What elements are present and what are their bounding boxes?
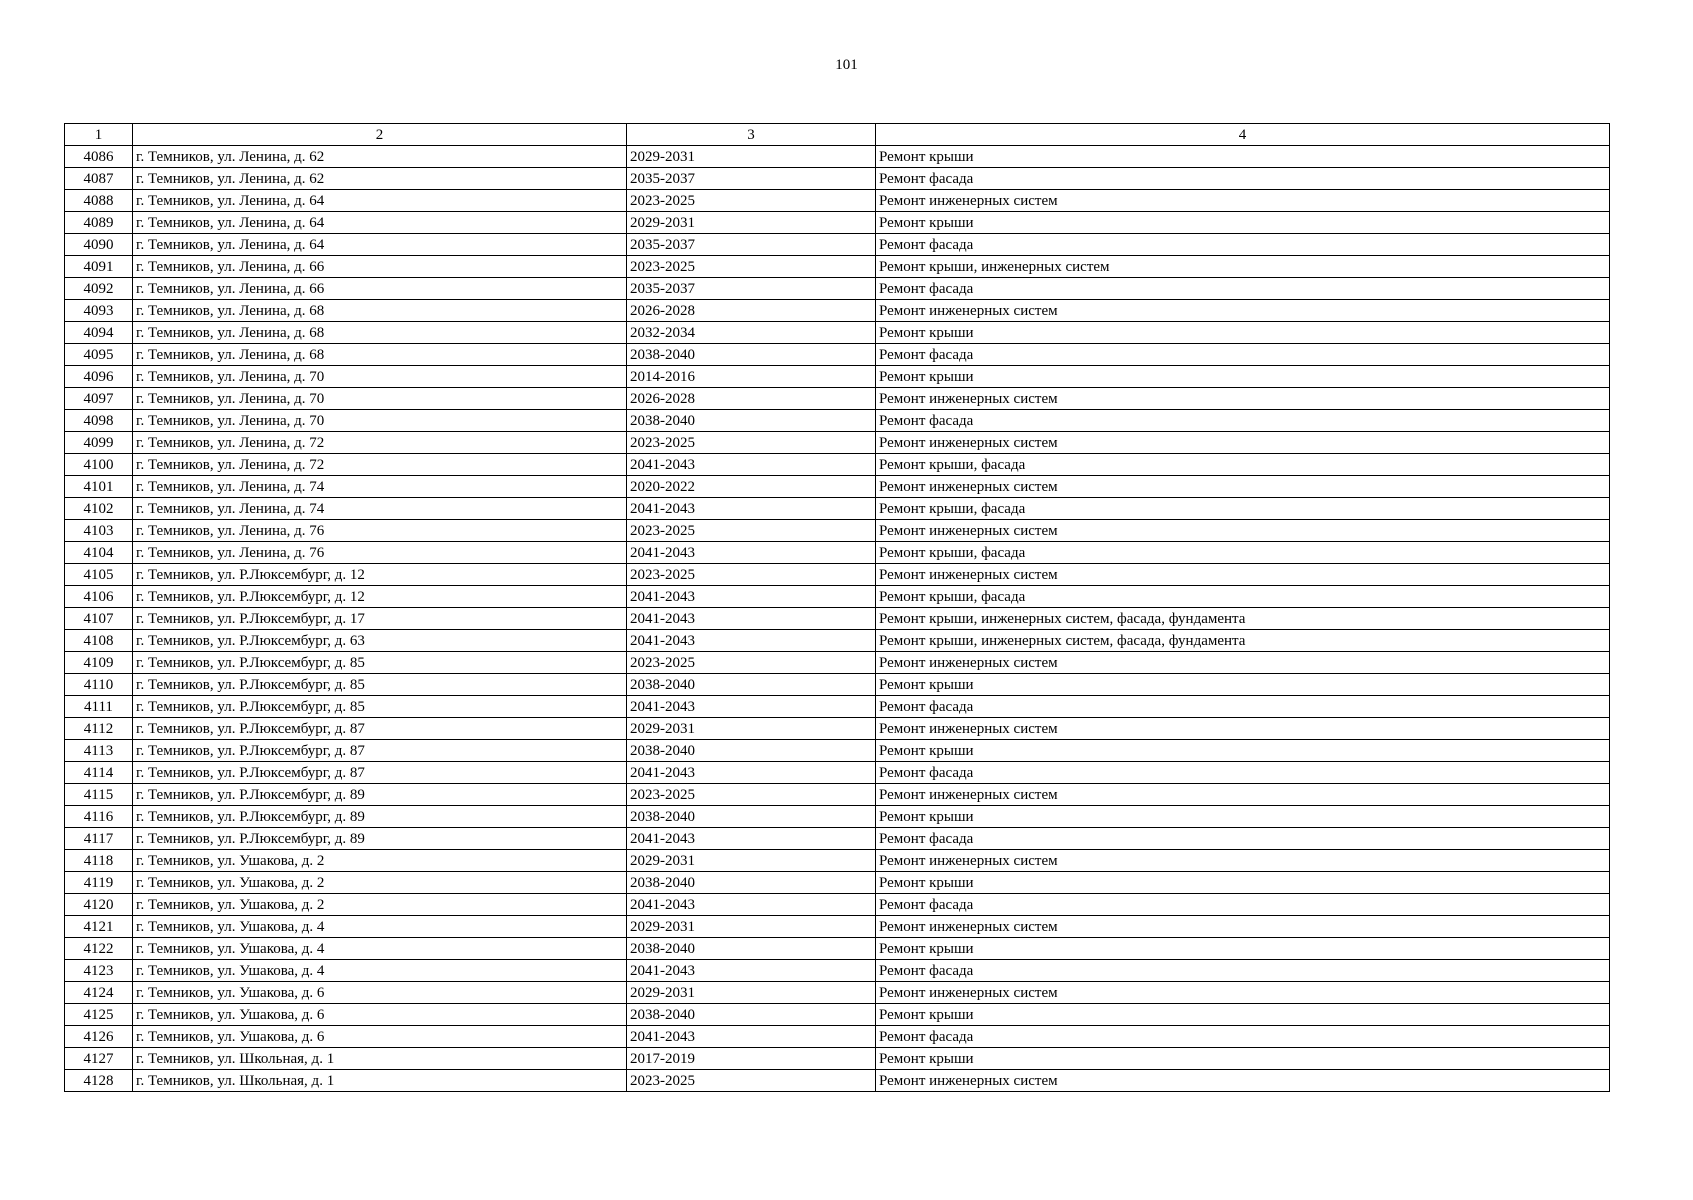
table-row	[65, 1048, 1610, 1070]
period-cell: 2035-2037	[627, 278, 876, 300]
period-cell: 2041-2043	[627, 960, 876, 982]
row-number-cell: 4101	[65, 476, 133, 498]
work-type-cell: Ремонт инженерных систем	[876, 564, 1610, 586]
work-type-cell: Ремонт фасада	[876, 1026, 1610, 1048]
row-number-cell: 4114	[65, 762, 133, 784]
work-type-cell: Ремонт крыши	[876, 938, 1610, 960]
table-row	[65, 410, 1610, 432]
period-cell: 2023-2025	[627, 652, 876, 674]
work-type-cell: Ремонт инженерных систем	[876, 1070, 1610, 1092]
work-type-cell: Ремонт крыши, фасада	[876, 454, 1610, 476]
table-row	[65, 630, 1610, 652]
work-type-cell: Ремонт фасада	[876, 168, 1610, 190]
period-cell: 2038-2040	[627, 806, 876, 828]
row-number-cell: 4091	[65, 256, 133, 278]
period-cell: 2029-2031	[627, 146, 876, 168]
table-row	[65, 652, 1610, 674]
row-number-cell: 4095	[65, 344, 133, 366]
table-row	[65, 344, 1610, 366]
row-number-cell: 4096	[65, 366, 133, 388]
table-row	[65, 388, 1610, 410]
header-col-3: 3	[627, 124, 876, 146]
period-cell: 2023-2025	[627, 1070, 876, 1092]
table-row	[65, 938, 1610, 960]
work-type-cell: Ремонт инженерных систем	[876, 388, 1610, 410]
row-number-cell: 4112	[65, 718, 133, 740]
address-cell: г. Темников, ул. Р.Люксембург, д. 85	[133, 652, 627, 674]
table-row	[65, 168, 1610, 190]
row-number-cell: 4092	[65, 278, 133, 300]
period-cell: 2041-2043	[627, 608, 876, 630]
address-cell: г. Темников, ул. Ленина, д. 72	[133, 432, 627, 454]
row-number-cell: 4120	[65, 894, 133, 916]
row-number-cell: 4099	[65, 432, 133, 454]
work-type-cell: Ремонт крыши	[876, 1004, 1610, 1026]
row-number-cell: 4100	[65, 454, 133, 476]
address-cell: г. Темников, ул. Р.Люксембург, д. 85	[133, 696, 627, 718]
work-type-cell: Ремонт фасада	[876, 960, 1610, 982]
work-type-cell: Ремонт фасада	[876, 894, 1610, 916]
period-cell: 2035-2037	[627, 234, 876, 256]
address-cell: г. Темников, ул. Ушакова, д. 2	[133, 894, 627, 916]
table-row	[65, 718, 1610, 740]
work-type-cell: Ремонт крыши, инженерных систем	[876, 256, 1610, 278]
work-type-cell: Ремонт фасада	[876, 696, 1610, 718]
period-cell: 2041-2043	[627, 630, 876, 652]
row-number-cell: 4098	[65, 410, 133, 432]
address-cell: г. Темников, ул. Ленина, д. 70	[133, 410, 627, 432]
address-cell: г. Темников, ул. Ленина, д. 76	[133, 542, 627, 564]
header-col-1: 1	[65, 124, 133, 146]
period-cell: 2020-2022	[627, 476, 876, 498]
row-number-cell: 4113	[65, 740, 133, 762]
table-row	[65, 894, 1610, 916]
header-col-2: 2	[133, 124, 627, 146]
table-row	[65, 542, 1610, 564]
work-type-cell: Ремонт крыши, фасада	[876, 498, 1610, 520]
address-cell: г. Темников, ул. Ленина, д. 62	[133, 168, 627, 190]
address-cell: г. Темников, ул. Р.Люксембург, д. 89	[133, 828, 627, 850]
period-cell: 2041-2043	[627, 1026, 876, 1048]
row-number-cell: 4089	[65, 212, 133, 234]
work-type-cell: Ремонт крыши	[876, 872, 1610, 894]
row-number-cell: 4086	[65, 146, 133, 168]
period-cell: 2041-2043	[627, 498, 876, 520]
work-type-cell: Ремонт инженерных систем	[876, 916, 1610, 938]
address-cell: г. Темников, ул. Ленина, д. 74	[133, 498, 627, 520]
row-number-cell: 4093	[65, 300, 133, 322]
period-cell: 2017-2019	[627, 1048, 876, 1070]
table-row	[65, 806, 1610, 828]
table-row	[65, 762, 1610, 784]
period-cell: 2038-2040	[627, 674, 876, 696]
address-cell: г. Темников, ул. Ленина, д. 76	[133, 520, 627, 542]
table-row	[65, 608, 1610, 630]
period-cell: 2029-2031	[627, 916, 876, 938]
work-type-cell: Ремонт инженерных систем	[876, 652, 1610, 674]
period-cell: 2026-2028	[627, 388, 876, 410]
period-cell: 2038-2040	[627, 938, 876, 960]
table-row	[65, 520, 1610, 542]
address-cell: г. Темников, ул. Р.Люксембург, д. 87	[133, 740, 627, 762]
row-number-cell: 4121	[65, 916, 133, 938]
work-type-cell: Ремонт крыши	[876, 740, 1610, 762]
work-type-cell: Ремонт крыши	[876, 674, 1610, 696]
row-number-cell: 4109	[65, 652, 133, 674]
row-number-cell: 4108	[65, 630, 133, 652]
work-type-cell: Ремонт крыши	[876, 806, 1610, 828]
period-cell: 2038-2040	[627, 1004, 876, 1026]
address-cell: г. Темников, ул. Ленина, д. 64	[133, 190, 627, 212]
work-type-cell: Ремонт фасада	[876, 410, 1610, 432]
table-row	[65, 564, 1610, 586]
table-header	[65, 124, 1610, 146]
table-row	[65, 300, 1610, 322]
period-cell: 2023-2025	[627, 190, 876, 212]
address-cell: г. Темников, ул. Ленина, д. 74	[133, 476, 627, 498]
address-cell: г. Темников, ул. Ушакова, д. 4	[133, 916, 627, 938]
table-row	[65, 1026, 1610, 1048]
work-type-cell: Ремонт крыши	[876, 146, 1610, 168]
work-type-cell: Ремонт крыши	[876, 212, 1610, 234]
work-type-cell: Ремонт крыши, фасада	[876, 586, 1610, 608]
period-cell: 2023-2025	[627, 784, 876, 806]
work-type-cell: Ремонт инженерных систем	[876, 476, 1610, 498]
address-cell: г. Темников, ул. Ушакова, д. 2	[133, 850, 627, 872]
row-number-cell: 4090	[65, 234, 133, 256]
period-cell: 2038-2040	[627, 344, 876, 366]
address-cell: г. Темников, ул. Р.Люксембург, д. 12	[133, 564, 627, 586]
address-cell: г. Темников, ул. Ленина, д. 68	[133, 300, 627, 322]
row-number-cell: 4105	[65, 564, 133, 586]
table-row	[65, 916, 1610, 938]
period-cell: 2026-2028	[627, 300, 876, 322]
repair-schedule-table-container	[64, 123, 1609, 1092]
table-row	[65, 740, 1610, 762]
row-number-cell: 4094	[65, 322, 133, 344]
header-row	[65, 124, 1610, 146]
row-number-cell: 4118	[65, 850, 133, 872]
work-type-cell: Ремонт инженерных систем	[876, 520, 1610, 542]
row-number-cell: 4104	[65, 542, 133, 564]
table-row	[65, 190, 1610, 212]
address-cell: г. Темников, ул. Ленина, д. 66	[133, 256, 627, 278]
address-cell: г. Темников, ул. Ушакова, д. 6	[133, 982, 627, 1004]
address-cell: г. Темников, ул. Ушакова, д. 4	[133, 938, 627, 960]
address-cell: г. Темников, ул. Р.Люксембург, д. 17	[133, 608, 627, 630]
period-cell: 2023-2025	[627, 520, 876, 542]
period-cell: 2029-2031	[627, 982, 876, 1004]
address-cell: г. Темников, ул. Ленина, д. 66	[133, 278, 627, 300]
row-number-cell: 4111	[65, 696, 133, 718]
work-type-cell: Ремонт фасада	[876, 762, 1610, 784]
table-row	[65, 322, 1610, 344]
table-row	[65, 454, 1610, 476]
period-cell: 2032-2034	[627, 322, 876, 344]
page-number: 101	[835, 57, 858, 73]
row-number-cell: 4117	[65, 828, 133, 850]
address-cell: г. Темников, ул. Ленина, д. 68	[133, 322, 627, 344]
address-cell: г. Темников, ул. Ленина, д. 64	[133, 212, 627, 234]
table-row	[65, 234, 1610, 256]
address-cell: г. Темников, ул. Школьная, д. 1	[133, 1048, 627, 1070]
row-number-cell: 4103	[65, 520, 133, 542]
address-cell: г. Темников, ул. Ушакова, д. 6	[133, 1004, 627, 1026]
table-row	[65, 586, 1610, 608]
work-type-cell: Ремонт крыши	[876, 322, 1610, 344]
work-type-cell: Ремонт инженерных систем	[876, 718, 1610, 740]
period-cell: 2023-2025	[627, 256, 876, 278]
row-number-cell: 4122	[65, 938, 133, 960]
work-type-cell: Ремонт инженерных систем	[876, 300, 1610, 322]
address-cell: г. Темников, ул. Р.Люксембург, д. 87	[133, 762, 627, 784]
period-cell: 2035-2037	[627, 168, 876, 190]
address-cell: г. Темников, ул. Р.Люксембург, д. 85	[133, 674, 627, 696]
address-cell: г. Темников, ул. Школьная, д. 1	[133, 1070, 627, 1092]
row-number-cell: 4125	[65, 1004, 133, 1026]
row-number-cell: 4116	[65, 806, 133, 828]
row-number-cell: 4119	[65, 872, 133, 894]
address-cell: г. Темников, ул. Р.Люксембург, д. 89	[133, 806, 627, 828]
period-cell: 2014-2016	[627, 366, 876, 388]
table-row	[65, 366, 1610, 388]
work-type-cell: Ремонт крыши	[876, 1048, 1610, 1070]
row-number-cell: 4126	[65, 1026, 133, 1048]
table-row	[65, 432, 1610, 454]
header-col-4: 4	[876, 124, 1610, 146]
table-body	[65, 146, 1610, 1092]
row-number-cell: 4106	[65, 586, 133, 608]
row-number-cell: 4127	[65, 1048, 133, 1070]
address-cell: г. Темников, ул. Р.Люксембург, д. 89	[133, 784, 627, 806]
table-row	[65, 982, 1610, 1004]
table-row	[65, 674, 1610, 696]
period-cell: 2041-2043	[627, 828, 876, 850]
row-number-cell: 4123	[65, 960, 133, 982]
work-type-cell: Ремонт инженерных систем	[876, 784, 1610, 806]
row-number-cell: 4128	[65, 1070, 133, 1092]
period-cell: 2023-2025	[627, 564, 876, 586]
period-cell: 2038-2040	[627, 740, 876, 762]
period-cell: 2023-2025	[627, 432, 876, 454]
address-cell: г. Темников, ул. Р.Люксембург, д. 63	[133, 630, 627, 652]
work-type-cell: Ремонт фасада	[876, 828, 1610, 850]
work-type-cell: Ремонт инженерных систем	[876, 982, 1610, 1004]
work-type-cell: Ремонт крыши, фасада	[876, 542, 1610, 564]
work-type-cell: Ремонт инженерных систем	[876, 190, 1610, 212]
table-row	[65, 146, 1610, 168]
period-cell: 2038-2040	[627, 410, 876, 432]
table-row	[65, 828, 1610, 850]
address-cell: г. Темников, ул. Ленина, д. 70	[133, 366, 627, 388]
table-row	[65, 850, 1610, 872]
table-row	[65, 256, 1610, 278]
work-type-cell: Ремонт фасада	[876, 344, 1610, 366]
address-cell: г. Темников, ул. Ленина, д. 64	[133, 234, 627, 256]
address-cell: г. Темников, ул. Ленина, д. 62	[133, 146, 627, 168]
table-row	[65, 212, 1610, 234]
address-cell: г. Темников, ул. Ушакова, д. 4	[133, 960, 627, 982]
row-number-cell: 4097	[65, 388, 133, 410]
address-cell: г. Темников, ул. Ушакова, д. 2	[133, 872, 627, 894]
work-type-cell: Ремонт крыши	[876, 366, 1610, 388]
row-number-cell: 4107	[65, 608, 133, 630]
address-cell: г. Темников, ул. Ленина, д. 68	[133, 344, 627, 366]
work-type-cell: Ремонт фасада	[876, 278, 1610, 300]
row-number-cell: 4088	[65, 190, 133, 212]
table-row	[65, 476, 1610, 498]
table-row	[65, 498, 1610, 520]
table-row	[65, 1070, 1610, 1092]
table-row	[65, 278, 1610, 300]
table-row	[65, 1004, 1610, 1026]
period-cell: 2041-2043	[627, 696, 876, 718]
work-type-cell: Ремонт фасада	[876, 234, 1610, 256]
period-cell: 2029-2031	[627, 212, 876, 234]
row-number-cell: 4124	[65, 982, 133, 1004]
period-cell: 2029-2031	[627, 718, 876, 740]
work-type-cell: Ремонт инженерных систем	[876, 432, 1610, 454]
row-number-cell: 4087	[65, 168, 133, 190]
table-row	[65, 696, 1610, 718]
table-row	[65, 784, 1610, 806]
repair-schedule-table	[64, 123, 1610, 1092]
work-type-cell: Ремонт крыши, инженерных систем, фасада, фундамента	[876, 630, 1610, 652]
period-cell: 2041-2043	[627, 762, 876, 784]
period-cell: 2041-2043	[627, 542, 876, 564]
period-cell: 2038-2040	[627, 872, 876, 894]
row-number-cell: 4115	[65, 784, 133, 806]
work-type-cell: Ремонт крыши, инженерных систем, фасада, фундамента	[876, 608, 1610, 630]
address-cell: г. Темников, ул. Ушакова, д. 6	[133, 1026, 627, 1048]
table-row	[65, 960, 1610, 982]
period-cell: 2029-2031	[627, 850, 876, 872]
row-number-cell: 4102	[65, 498, 133, 520]
work-type-cell: Ремонт инженерных систем	[876, 850, 1610, 872]
address-cell: г. Темников, ул. Р.Люксембург, д. 87	[133, 718, 627, 740]
address-cell: г. Темников, ул. Ленина, д. 70	[133, 388, 627, 410]
address-cell: г. Темников, ул. Р.Люксембург, д. 12	[133, 586, 627, 608]
table-row	[65, 872, 1610, 894]
address-cell: г. Темников, ул. Ленина, д. 72	[133, 454, 627, 476]
period-cell: 2041-2043	[627, 894, 876, 916]
period-cell: 2041-2043	[627, 454, 876, 476]
period-cell: 2041-2043	[627, 586, 876, 608]
row-number-cell: 4110	[65, 674, 133, 696]
